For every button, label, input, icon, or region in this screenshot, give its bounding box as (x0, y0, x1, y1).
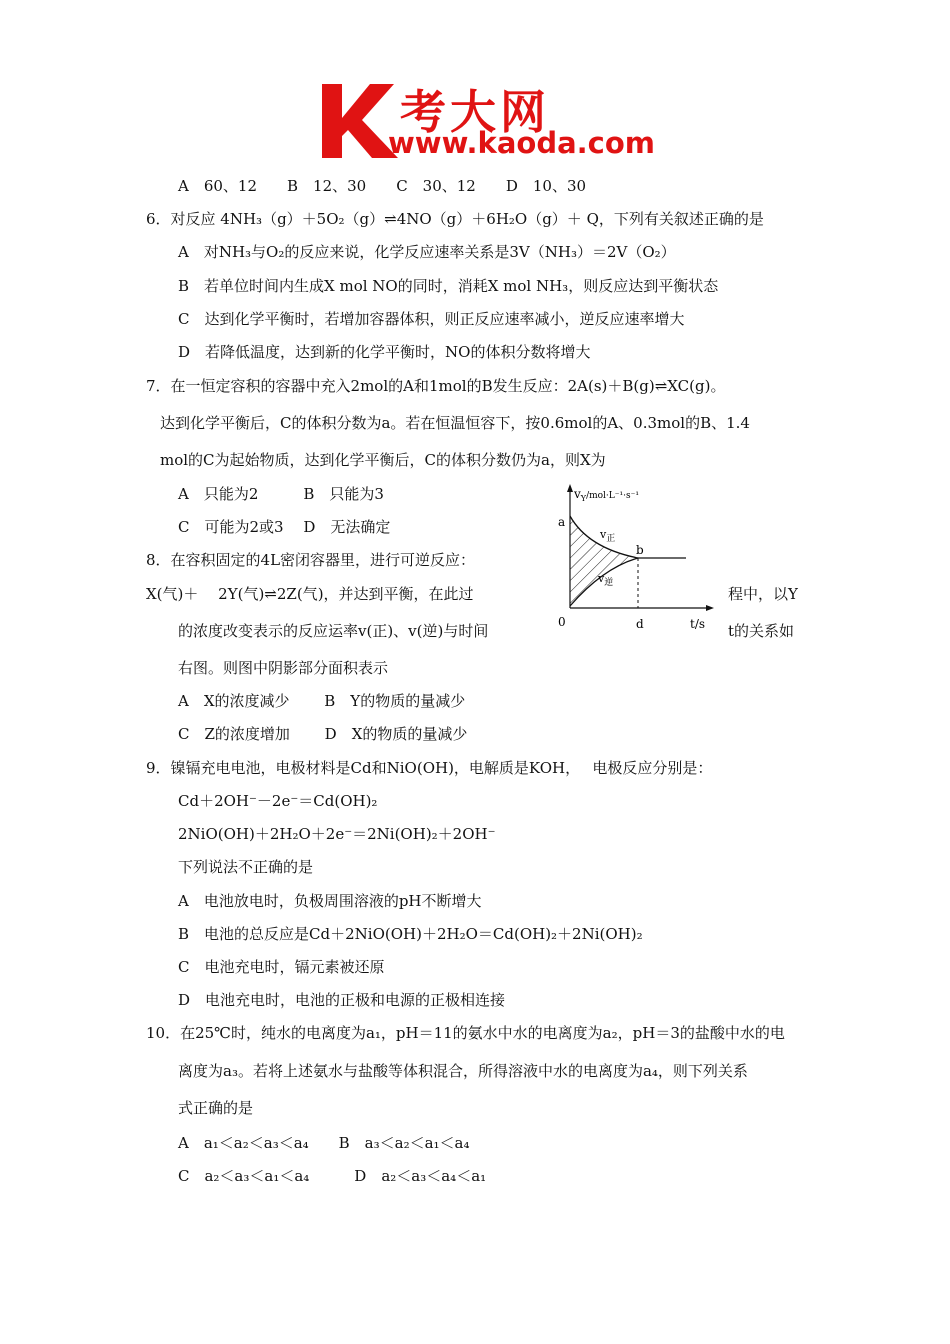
label-a: a (558, 515, 566, 529)
q6-option-a: A 对NH₃与O₂的反应来说，化学反应速率关系是3V（NH₃）＝2V（O₂） (178, 243, 676, 261)
x-axis-label: t/s (690, 617, 706, 631)
reverse-rate-label: $v_逆$ (598, 572, 614, 588)
q8-stem-line-2-right: 程中，以Y (728, 585, 798, 603)
y-axis-label: $v_Y^{/mol\cdot L^{-1}\cdot s^{-1}}$ (574, 487, 639, 503)
label-b: b (636, 543, 644, 557)
q10-options-cd: C a₂＜a₃＜a₁＜a₄ D a₂＜a₃＜a₄＜a₁ (178, 1167, 487, 1185)
q5-options: A 60、12 B 12、30 C 30、12 D 10、30 (178, 177, 587, 195)
logo-brand-url: www.kaoda.com (388, 126, 655, 160)
q9-equation-2: 2NiO(OH)＋2H₂O＋2e⁻＝2Ni(OH)₂＋2OH⁻ (178, 825, 496, 843)
rate-time-graph (548, 478, 718, 636)
x-axis-arrow (706, 605, 714, 611)
q9-equation-1: Cd＋2OH⁻－2e⁻＝Cd(OH)₂ (178, 792, 378, 810)
q10-stem-line-1: 10．在25℃时，纯水的电离度为a₁，pH＝11的氨水中水的电离度为a₂，pH＝3的盐酸中水的电 (146, 1024, 785, 1042)
label-origin: 0 (558, 615, 566, 629)
q7-stem-line-1: 7．在一恒定容积的容器中充入2mol的A和1mol的B发生反应：2A(s)＋B(g)⇌XC(g)。 (146, 377, 726, 395)
q8-stem-line-3-right: t的关系如 (728, 622, 795, 640)
q7-options-ab: A 只能为2 B 只能为3 (178, 485, 384, 503)
q9-option-b: B 电池的总反应是Cd＋2NiO(OH)＋2H₂O＝Cd(OH)₂＋2Ni(OH)₂ (178, 925, 643, 943)
q9-option-d: D 电池充电时，电池的正极和电源的正极相连接 (178, 991, 506, 1009)
q8-stem-line-2-left: X(气)＋ 2Y(气)⇌2Z(气)，并达到平衡，在此过 (146, 585, 474, 603)
q6-option-d: D 若降低温度，达到新的化学平衡时，NO的体积分数将增大 (178, 343, 591, 361)
q6-option-c: C 达到化学平衡时，若增加容器体积，则正反应速率减小，逆反应速率增大 (178, 310, 685, 328)
q9-option-a: A 电池放电时，负极周围溶液的pH不断增大 (178, 892, 482, 910)
q10-options-ab: A a₁＜a₂＜a₃＜a₄ B a₃＜a₂＜a₁＜a₄ (178, 1134, 470, 1152)
q8-stem-line-3-left: 的浓度改变表示的反应运率v(正)、v(逆)与时间 (178, 622, 489, 640)
q9-stem: 9．镍镉充电电池，电极材料是Cd和NiO(OH)，电解质是KOH， 电极反应分别是： (146, 759, 713, 777)
q9-question: 下列说法不正确的是 (178, 858, 314, 876)
q8-stem-line-1: 8．在容积固定的4L密闭容器里，进行可逆反应： (146, 551, 476, 569)
q10-stem-line-2: 离度为a₃。若将上述氨水与盐酸等体积混合，所得溶液中水的电离度为a₄，则下列关系 (178, 1062, 748, 1080)
forward-rate-label: $v_正$ (600, 528, 616, 544)
label-d: d (636, 617, 644, 631)
q8-options-ab: A X的浓度减少 B Y的物质的量减少 (178, 692, 466, 710)
q8-stem-line-4: 右图。则图中阴影部分面积表示 (178, 659, 389, 677)
q7-stem-line-3: mol的C为起始物质，达到化学平衡后，C的体积分数仍为a，则X为 (160, 451, 606, 469)
q6-stem: 6．对反应 4NH₃（g）＋5O₂（g）⇌4NO（g）＋6H₂O（g）＋ Q，下列有关叙述正确的是 (146, 210, 764, 228)
logo-brand-cn: 考大网 (400, 85, 550, 139)
kaoda-logo (318, 78, 655, 160)
q7-options-cd: C 可能为2或3 D 无法确定 (178, 518, 391, 536)
q6-option-b: B 若单位时间内生成X mol NO的同时，消耗X mol NH₃，则反应达到平衡状态 (178, 277, 719, 295)
y-axis-arrow (567, 484, 573, 492)
q9-option-c: C 电池充电时，镉元素被还原 (178, 958, 385, 976)
q10-stem-line-3: 式正确的是 (178, 1099, 254, 1117)
q7-stem-line-2: 达到化学平衡后，C的体积分数为a。若在恒温恒容下，按0.6mol的A、0.3mol的B、1.4 (160, 414, 750, 432)
q8-options-cd: C Z的浓度增加 D X的物质的量减少 (178, 725, 468, 743)
